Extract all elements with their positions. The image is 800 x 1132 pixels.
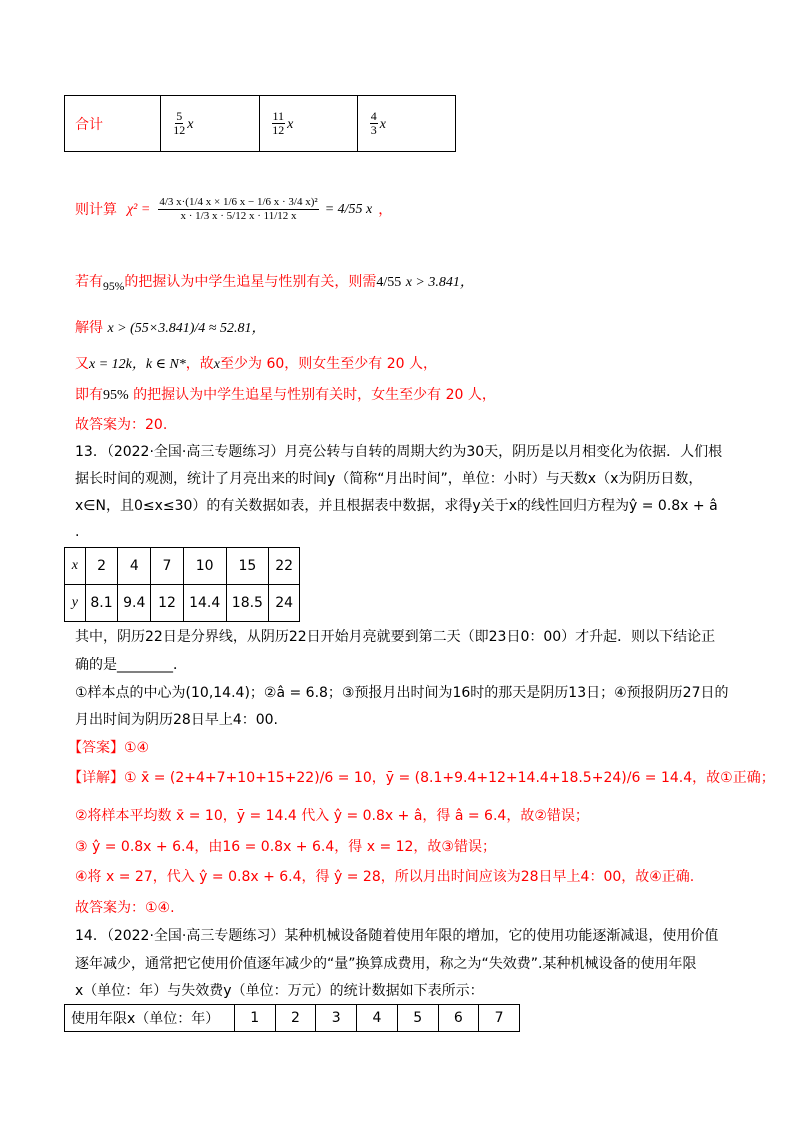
- p12-l2a: 解得: [75, 320, 103, 336]
- total-c1-num: 5: [176, 109, 183, 123]
- q13-line4: .: [75, 524, 80, 540]
- p12-line5: 故答案为：20.: [75, 417, 168, 433]
- q14-year-cell: 5: [397, 1005, 438, 1032]
- q14-line2: 逐年减少，通常把它使用价值逐年减少的“量”换算成费用，称之为“失效费”.某种机械设备的使用年限: [75, 956, 697, 972]
- chi-square-line: [75, 196, 392, 223]
- total-c2-num: 11: [272, 109, 285, 123]
- q14-label-cell: 使用年限x（单位：年）: [65, 1005, 235, 1032]
- q13-x-val: 10: [183, 548, 226, 585]
- total-c2-den: 12: [272, 123, 285, 137]
- q14-year-cell: 2: [275, 1005, 316, 1032]
- total-c3-den: 3: [370, 123, 377, 137]
- q13-text3: ①样本点的中心为(10,14.4)；②â = 6.8；③预报月出时间为16时的那天是阴历13日；④预报阴历27日的: [75, 685, 729, 701]
- p12-l3c: ，故: [185, 356, 214, 372]
- q14-year-cell: 6: [438, 1005, 479, 1032]
- total-c1-var: x: [187, 116, 194, 132]
- q14-line3: x（单位：年）与失效费y（单位：万元）的统计数据如下表所示：: [75, 983, 484, 999]
- q13-x-val: 22: [269, 548, 300, 585]
- p12-l3d: x: [213, 357, 221, 372]
- q13-x-val: 2: [85, 548, 118, 585]
- q13-y-label: y: [65, 585, 86, 622]
- p12-l4a: 即有: [75, 387, 103, 403]
- total-c3-cell: [357, 96, 455, 152]
- p12-line3: [75, 354, 437, 375]
- q13-y-val: 9.4: [118, 585, 151, 622]
- answer-tag: 【答案】: [68, 740, 124, 756]
- q13-line3: x∈N，且0≤x≤30）的有关数据如表，并且根据表中数据，求得y关于x的线性回归方程为ŷ = 0.8x + â: [75, 498, 718, 514]
- q14-year-cell: 7: [479, 1005, 520, 1032]
- q13-text2: 确的是________．: [75, 657, 187, 673]
- p12-l1frac: 4/55: [376, 275, 402, 290]
- chi-prefix: 则计算: [75, 201, 117, 218]
- q13-x-val: 4: [118, 548, 151, 585]
- q13-detail-line2: ②将样本平均数 x̄ = 10，ȳ = 14.4 代入 ŷ = 0.8x + â，得 â = 6.4，故②错误；: [75, 808, 589, 824]
- total-label-cell: [65, 96, 161, 152]
- detail-text1: ① x̄ = (2+4+7+10+15+22)/6 = 10，ȳ = (8.1+9.4+12+14.4+18.5+24)/6 = 14.4，故①正确；: [124, 770, 775, 786]
- q13-y-val: 8.1: [85, 585, 118, 622]
- q13-text1: 其中，阴历22日是分界线，从阴历22日开始月亮就要到第二天（即23日0：00）才升起．则以下结论正: [75, 629, 716, 645]
- q13-x-val: 7: [151, 548, 184, 585]
- q13-y-val: 12: [151, 585, 184, 622]
- p12-line2: [75, 318, 265, 339]
- p12-l1c: x > 3.841，: [405, 275, 474, 290]
- chi-formula-den: x · 1/3 x · 5/12 x · 11/12 x: [180, 210, 297, 222]
- q14-line1: 14．（2022·全国·高三专题练习）某种机械设备随着使用年限的增加，它的使用功能逐渐减退，使用价值: [75, 928, 719, 944]
- p12-l1a: 若有: [75, 274, 103, 290]
- q13-y-val: 14.4: [183, 585, 226, 622]
- chi-lhs: χ² =: [127, 201, 151, 217]
- q13-line1: 13．（2022·全国·高三专题练习）月亮公转与自转的周期大约为30天，阴历是以月相变化为依据．人们根: [75, 444, 723, 460]
- p12-line1: [75, 272, 474, 297]
- p12-line4: [75, 385, 496, 406]
- p12-l3a: 又: [75, 356, 89, 372]
- total-c1-cell: [161, 96, 259, 152]
- q13-y-val: 18.5: [226, 585, 269, 622]
- p12-l3b: x = 12k，k ∈ N*: [89, 357, 186, 372]
- p12-l1pct: 95%: [103, 279, 125, 293]
- chi-fraction: [158, 196, 318, 223]
- total-c3-num: 4: [370, 109, 377, 123]
- q13-answer-line: [68, 738, 149, 758]
- q13-x-label: x: [65, 548, 86, 585]
- answer-value: ①④: [124, 740, 150, 756]
- p12-l1b: 的把握认为中学生追星与性别有关，则需: [124, 274, 377, 290]
- q14-year-cell: 1: [234, 1005, 275, 1032]
- total-label: 合计: [75, 116, 103, 133]
- q13-detail-line5: 故答案为：①④.: [75, 900, 175, 916]
- q13-detail-line3: ③ ŷ = 0.8x + 6.4，由16 = 0.8x + 6.4，得 x = 12，故③错误；: [75, 839, 496, 855]
- p12-l3e: 至少为 60，则女生至少有 20 人，: [220, 356, 437, 372]
- q13-data-table: [64, 547, 300, 622]
- chi-suffix: ，: [378, 201, 393, 218]
- total-row-table: [64, 95, 456, 152]
- q13-x-val: 15: [226, 548, 269, 585]
- q14-data-table: [64, 1004, 520, 1032]
- detail-tag: 【详解】: [68, 770, 124, 786]
- q14-year-cell: 3: [316, 1005, 357, 1032]
- total-c3-var: x: [379, 116, 386, 132]
- q14-year-cell: 4: [357, 1005, 398, 1032]
- total-c2-cell: [259, 96, 357, 152]
- total-c2-var: x: [287, 116, 294, 132]
- total-c1-den: 12: [173, 123, 186, 137]
- q13-detail-line4: ④将 x = 27，代入 ŷ = 0.8x + 6.4，得 ŷ = 28，所以月出时间应该为28日早上4：00，故④正确.: [75, 869, 695, 885]
- q13-text4: 月出时间为阴历28日早上4：00.: [75, 712, 278, 728]
- q13-y-val: 24: [269, 585, 300, 622]
- chi-result: = 4/55 x: [324, 201, 373, 217]
- chi-formula-num: 4/3 x·(1/4 x × 1/6 x − 1/6 x · 3/4 x)²: [159, 196, 318, 208]
- q13-line2: 据长时间的观测，统计了月亮出来的时间y（简称“月出时间”，单位：小时）与天数x（x为阴历日数，: [75, 471, 703, 487]
- p12-l4pct: 95%: [103, 388, 129, 403]
- q13-detail-line1: [68, 768, 775, 788]
- p12-l4b: 的把握认为中学生追星与性别有关时，女生至少有 20 人，: [133, 387, 496, 403]
- p12-l2b: x > (55×3.841)/4 ≈ 52.81，: [107, 321, 266, 336]
